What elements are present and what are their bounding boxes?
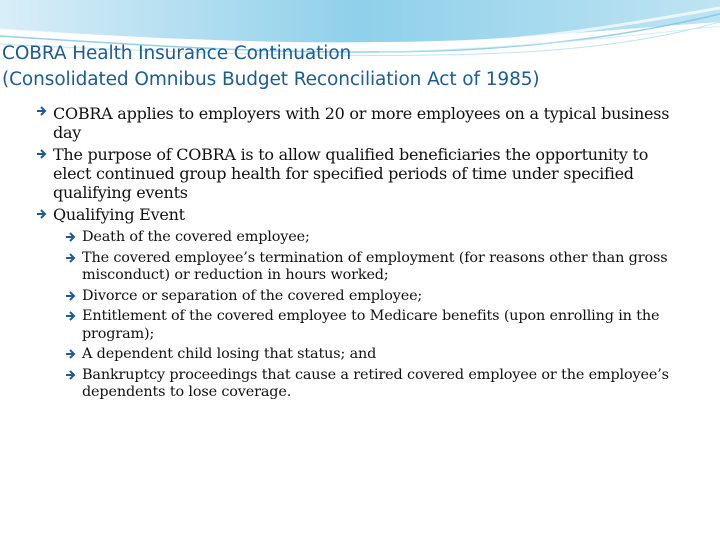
arrow-bullet-icon [64,252,78,264]
arrow-bullet-icon [64,369,78,381]
slide-title-line-2: (Consolidated Omnibus Budget Reconciliation Act of 1985) [2,69,540,90]
arrow-bullet-icon [64,348,78,360]
arrow-bullet-icon [35,208,49,220]
sub-bullet-text: Bankruptcy proceedings that cause a retired covered employee or the employee’s dependents to lose coverage. [82,366,669,400]
sub-bullet-list [53,229,687,402]
arrow-bullet-icon [64,310,78,322]
sub-bullet-text: Death of the covered employee; [82,229,310,245]
slide-body [0,102,715,405]
bullet-text: The purpose of COBRA is to allow qualified beneficiaries the opportunity to elect continued group health for specified periods of time under specified qualifying events [53,145,649,202]
sub-bullet-text: Entitlement of the covered employee to Medicare benefits (upon enrolling in the program); [82,308,660,342]
sub-bullet-item [53,308,687,343]
sub-bullet-item [53,229,687,247]
sub-bullet-item [53,250,687,285]
bullet-item-qualifying-event [0,205,715,402]
sub-bullet-item [53,367,687,402]
slide-title [2,41,540,93]
arrow-bullet-icon [35,148,49,160]
bullet-item-employers [0,102,715,142]
bullet-text: Qualifying Event [53,205,185,224]
sub-bullet-text: Divorce or separation of the covered employee; [82,287,423,304]
bullet-text: COBRA applies to employers with 20 or more employees on a typical business day [53,104,670,142]
arrow-bullet-icon [64,231,78,243]
sub-bullet-text: The covered employee’s termination of employment (for reasons other than gross misconduct) or reduction in hours worked; [82,249,668,283]
sub-bullet-item [53,288,687,306]
sub-bullet-item [53,346,687,364]
bullet-list [0,102,715,402]
sub-bullet-text: A dependent child losing that status; and [82,346,377,362]
arrow-bullet-icon [35,105,49,117]
arrow-bullet-icon [64,290,78,302]
bullet-item-purpose [0,145,715,202]
slide-title-line-1: COBRA Health Insurance Continuation [2,43,352,64]
